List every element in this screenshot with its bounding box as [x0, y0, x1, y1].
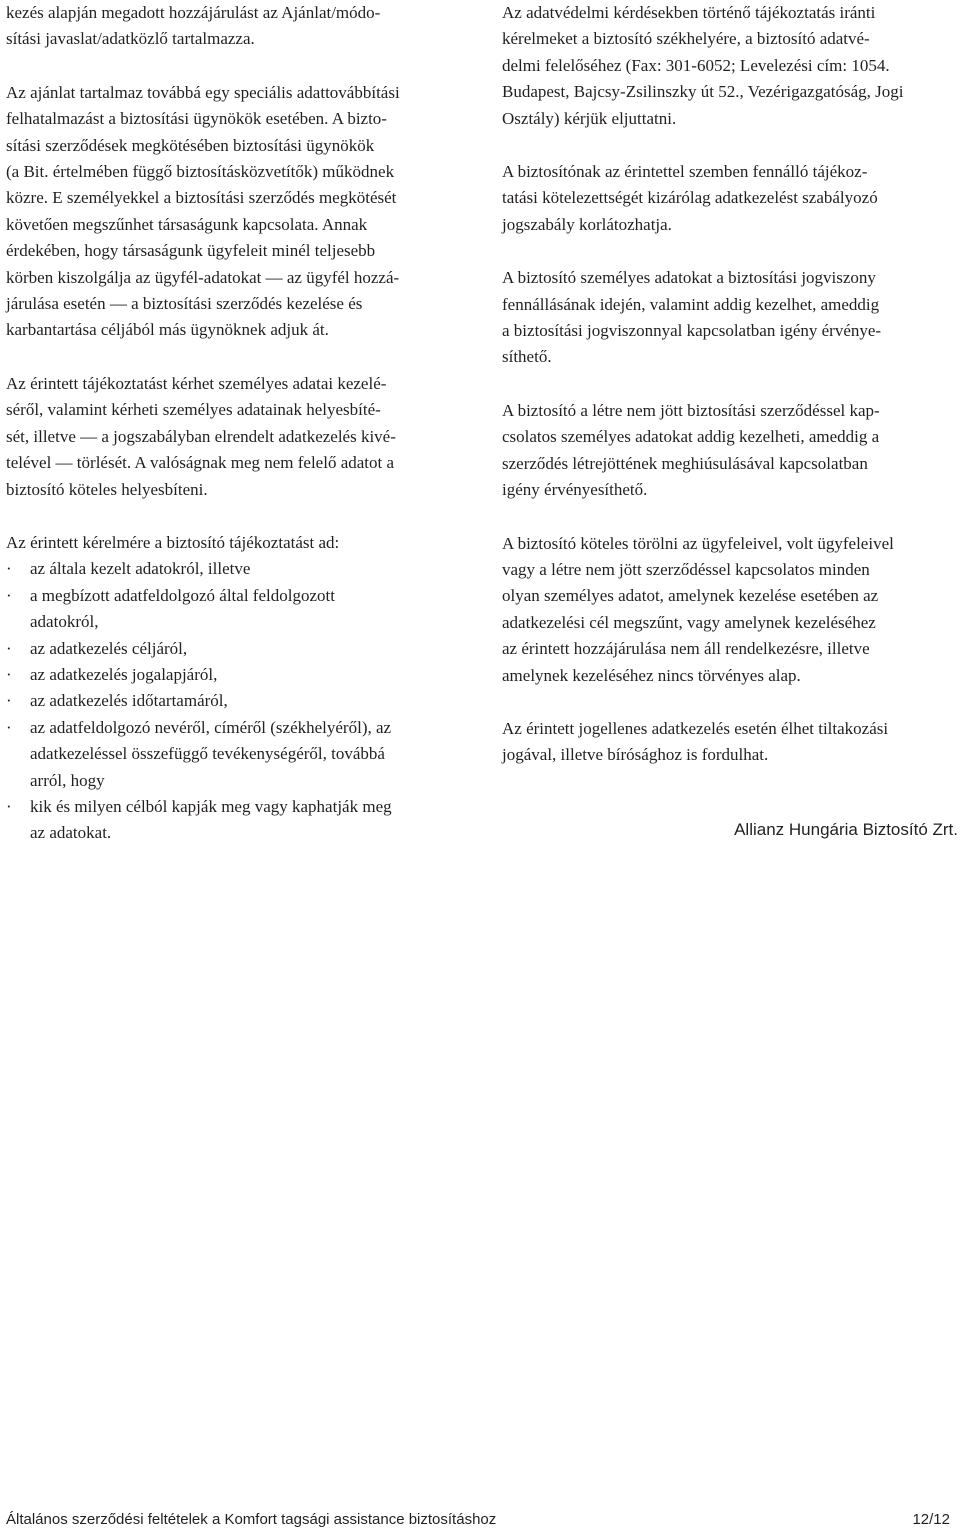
text-line: csolatos személyes adatokat addig kezelheti, ameddig a: [502, 427, 880, 447]
right-column: [502, 0, 952, 769]
text-line: a biztosítási jogviszonnyal kapcsolatban igény érvénye-: [502, 321, 882, 341]
text-line: A biztosítónak az érintettel szemben fennálló tájékoz-: [502, 162, 868, 182]
text-line: séről, valamint kérheti személyes adatainak helyesbíté-: [6, 400, 381, 420]
right-para-5: [502, 531, 952, 689]
left-para-2: [6, 80, 456, 344]
text-line: sítási javaslat/adatközlő tartalmazza.: [6, 29, 255, 49]
text-line: A biztosító a létre nem jött biztosítási szerződéssel kap-: [502, 400, 880, 420]
list-item-text: az adatkezelés céljáról,: [30, 638, 188, 658]
bullet-icon: ·: [6, 796, 12, 816]
right-para-6: [502, 716, 952, 769]
list-item-text: az adatkezelés időtartamáról,: [30, 691, 228, 711]
bullet-icon: ·: [6, 638, 12, 658]
bullet-icon: ·: [6, 717, 12, 737]
text-line: Az adatvédelmi kérdésekben történő tájékoztatás iránti: [502, 3, 876, 22]
right-para-1: [502, 0, 952, 132]
list-item: [6, 636, 456, 662]
text-line: karbantartása céljából más ügynöknek adjuk át.: [6, 320, 329, 340]
text-line: biztosító köteles helyesbíteni.: [6, 479, 208, 499]
text-line: kérelmeket a biztosító székhelyére, a biztosító adatvé-: [502, 29, 870, 49]
text-line: Az ajánlat tartalmaz továbbá egy speciális adattovábbítási: [6, 82, 400, 102]
right-para-2: [502, 159, 952, 238]
list-item: [6, 583, 456, 636]
text-line: tatási kötelezettségét kizárólag adatkezelést szabályozó: [502, 188, 878, 208]
text-line: olyan személyes adatot, amelynek kezelése esetében az: [502, 586, 879, 606]
text-line: adatkezelési cél megszűnt, vagy amelynek kezeléséhez: [502, 612, 876, 632]
text-line: fennállásának idején, valamint addig kezelhet, ameddig: [502, 294, 880, 314]
list-intro: Az érintett kérelmére a biztosító tájékoztatást ad:: [6, 532, 340, 552]
list-item-text: adatkezeléssel összefüggő tevékenységéről, továbbá: [30, 744, 385, 764]
text-line: A biztosító személyes adatokat a biztosítási jogviszony: [502, 268, 876, 288]
text-line: jogszabály korlátozhatja.: [502, 214, 672, 234]
left-para-4: [6, 530, 456, 847]
list-item-text: az általa kezelt adatokról, illetve: [30, 559, 251, 579]
text-line: delmi felelőséhez (Fax: 301-6052; Levelezési cím: 1054.: [502, 55, 890, 75]
footer-title: Általános szerződési feltételek a Komfort tagsági assistance biztosításhoz: [6, 1511, 497, 1528]
company-signature: Allianz Hungária Biztosító Zrt.: [734, 820, 958, 839]
text-line: felhatalmazást a biztosítási ügynökök esetében. A bizto-: [6, 109, 387, 129]
text-line: Osztály) kérjük eljuttatni.: [502, 108, 677, 128]
info-list: [6, 556, 456, 846]
left-para-3: [6, 371, 456, 503]
list-item-text: a megbízott adatfeldolgozó által feldolgozott: [30, 585, 335, 605]
list-item: [6, 662, 456, 688]
text-line: kezés alapján megadott hozzájárulást az Ajánlat/módo-: [6, 3, 381, 22]
text-line: síthető.: [502, 347, 552, 367]
text-line: járulása esetén — a biztosítási szerződés kezelése és: [6, 294, 363, 314]
text-line: sítási szerződések megkötésében biztosítási ügynökök: [6, 135, 375, 155]
text-line: vagy a létre nem jött szerződéssel kapcsolatos minden: [502, 559, 870, 579]
right-para-4: [502, 398, 952, 504]
text-line: Az érintett jogellenes adatkezelés esetén élhet tiltakozási: [502, 718, 889, 738]
list-item: [6, 688, 456, 714]
bullet-icon: ·: [6, 559, 12, 579]
text-line: Budapest, Bajcsy-Zsilinszky út 52., Vezérigazgatóság, Jogi: [502, 82, 904, 102]
bullet-icon: ·: [6, 691, 12, 711]
list-item-text: adatokról,: [30, 612, 99, 632]
text-line: igény érvényesíthető.: [502, 480, 648, 500]
text-line: sét, illetve — a jogszabályban elrendelt adatkezelés kivé-: [6, 426, 396, 446]
text-line: érdekében, hogy társaságunk ügyfeleit minél teljesebb: [6, 241, 376, 261]
right-para-3: [502, 265, 952, 371]
list-item-text: az adatkezelés jogalapjáról,: [30, 664, 218, 684]
list-item-text: az adatokat.: [30, 823, 112, 843]
page-footer: [6, 1511, 950, 1528]
text-line: szerződés létrejöttének meghiúsulásával kapcsolatban: [502, 453, 868, 473]
left-column: [6, 0, 456, 847]
list-item: [6, 556, 456, 582]
text-line: (a Bit. értelmében függő biztosításközvetítők) működnek: [6, 162, 395, 182]
list-item: [6, 715, 456, 794]
text-line: Az érintett tájékoztatást kérhet személyes adatai kezelé-: [6, 373, 387, 393]
left-para-1: [6, 0, 456, 53]
list-item-text: arról, hogy: [30, 770, 105, 790]
list-item: [6, 794, 456, 847]
text-line: körben kiszolgálja az ügyfél-adatokat — az ügyfél hozzá-: [6, 267, 400, 287]
bullet-icon: ·: [6, 585, 12, 605]
text-line: az érintett hozzájárulása nem áll rendelkezésre, illetve: [502, 639, 870, 659]
text-line: amelynek kezeléséhez nincs törvényes alap.: [502, 665, 801, 685]
list-item-text: az adatfeldolgozó nevéről, címéről (székhelyéről), az: [30, 717, 392, 737]
list-item-text: kik és milyen célból kapják meg vagy kaphatják meg: [30, 796, 392, 816]
text-line: telével — törlését. A valóságnak meg nem felelő adatot a: [6, 453, 395, 473]
text-line: A biztosító köteles törölni az ügyfeleivel, volt ügyfeleivel: [502, 533, 894, 553]
bullet-icon: ·: [6, 664, 12, 684]
text-line: jogával, illetve bírósághoz is fordulhat.: [502, 745, 769, 765]
page-number: 12/12: [912, 1511, 950, 1528]
text-line: követően megszűnhet társaságunk kapcsolata. Annak: [6, 214, 368, 234]
text-line: közre. E személyekkel a biztosítási szerződés megkötését: [6, 188, 397, 208]
